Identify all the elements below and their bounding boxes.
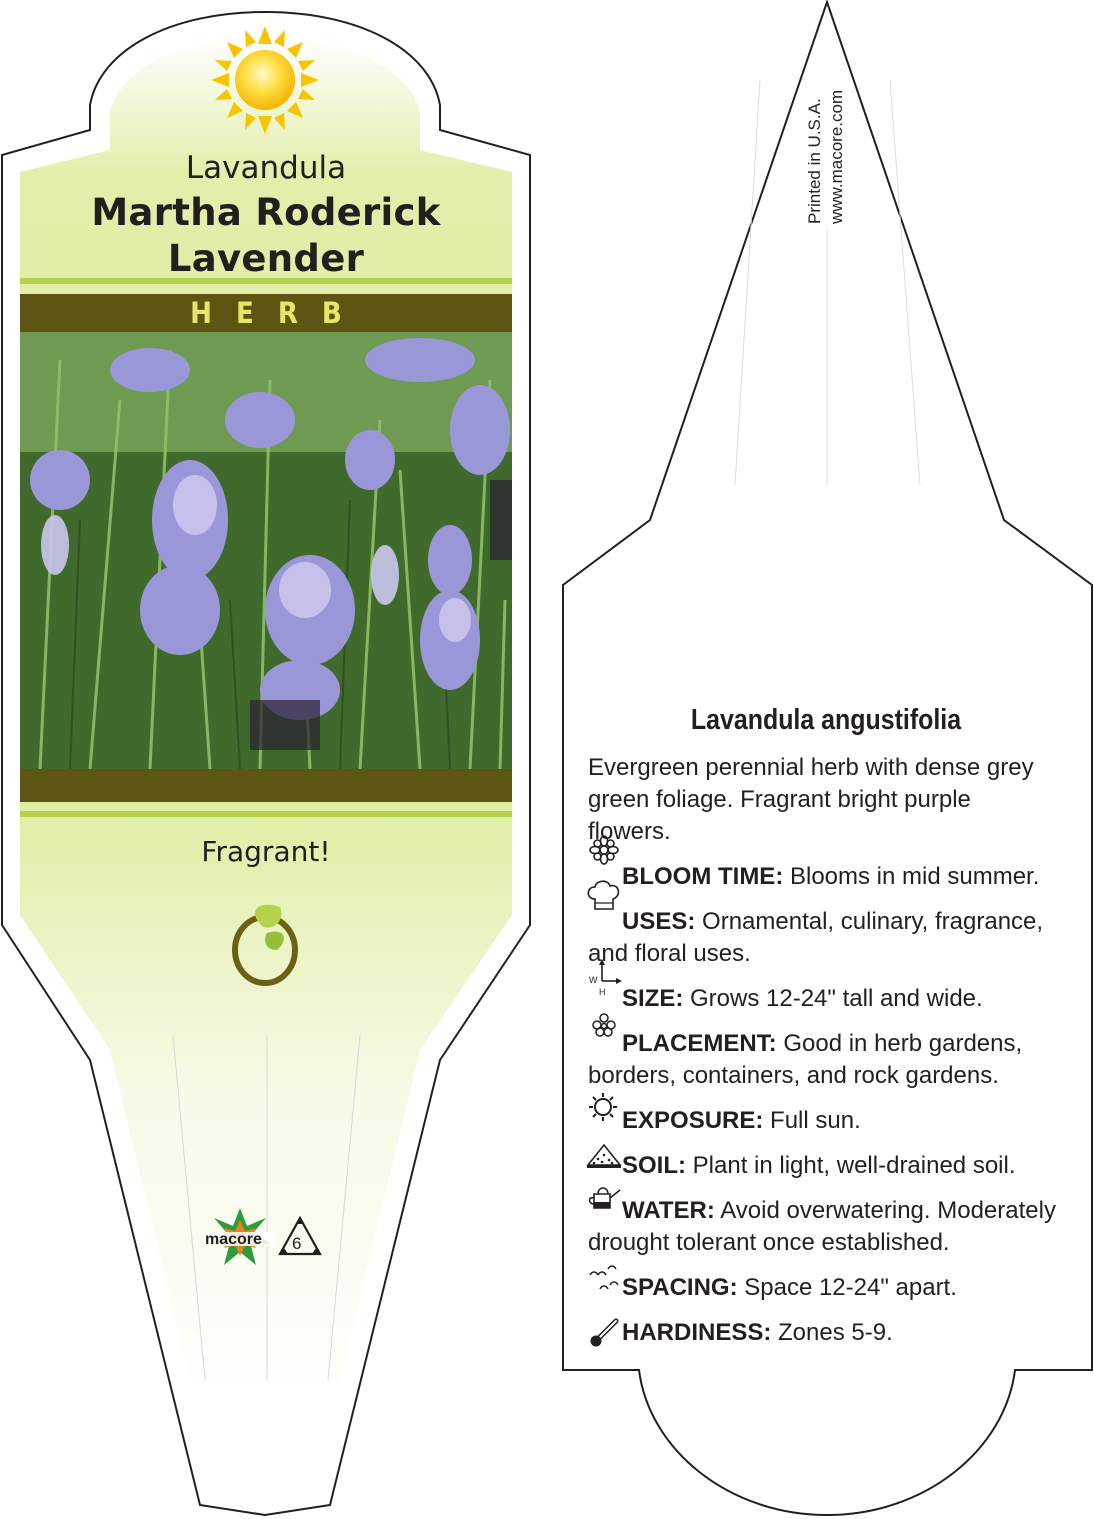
attr-placement xyxy=(588,1028,1058,1092)
sun-icon xyxy=(211,26,319,134)
attr-label: BLOOM TIME: xyxy=(622,863,784,890)
front-common-name xyxy=(20,190,512,282)
description: Evergreen perennial herb with dense grey green foliage. Fragrant bright purple flowers. xyxy=(588,754,1034,845)
care-info xyxy=(588,752,1058,1349)
printed-in: Printed in U.S.A. xyxy=(805,98,824,224)
attr-label: SIZE: xyxy=(622,985,684,1012)
botanical-title: Lavandula angustifolia xyxy=(690,704,962,736)
attr-spacing xyxy=(588,1272,1058,1304)
attr-hardiness xyxy=(588,1317,1058,1349)
attr-label: EXPOSURE: xyxy=(622,1107,764,1134)
attr-label: HARDINESS: xyxy=(622,1319,772,1346)
attr-label: SPACING: xyxy=(622,1274,738,1301)
attr-value: Blooms in mid summer. xyxy=(789,863,1040,890)
attr-exposure xyxy=(588,1105,1058,1137)
attr-value: Good in herb gardens, borders, containers, and rock gardens. xyxy=(588,1030,1023,1089)
bottom-band xyxy=(20,769,512,802)
attr-label: USES: xyxy=(622,908,696,935)
attr-label: SOIL: xyxy=(622,1152,686,1179)
common-name-line-2: Lavender xyxy=(167,237,365,280)
lavender-photo xyxy=(20,332,512,769)
attr-value: Plant in light, well-drained soil. xyxy=(692,1152,1016,1179)
attr-soil xyxy=(588,1150,1058,1182)
attr-value: Avoid overwatering. Moderately drought tolerant once established. xyxy=(588,1197,1056,1256)
attr-value: Grows 12-24" tall and wide. xyxy=(690,985,983,1012)
svg-text:W: W xyxy=(589,975,598,985)
attr-bloom-time xyxy=(588,861,1058,893)
attr-value: Zones 5-9. xyxy=(778,1319,893,1346)
attr-value: Full sun. xyxy=(770,1107,861,1134)
attr-label: PLACEMENT: xyxy=(622,1030,777,1057)
website: www.macore.com xyxy=(827,89,846,224)
attr-uses xyxy=(588,906,1058,970)
attr-value: Ornamental, culinary, fragrance, and floral uses. xyxy=(588,908,1044,967)
attr-water xyxy=(588,1195,1058,1259)
tagline: Fragrant! xyxy=(201,835,331,868)
category-band: HERB xyxy=(20,294,512,332)
attr-value: Space 12-24" apart. xyxy=(744,1274,957,1301)
recycle-code: 6 xyxy=(292,1234,302,1253)
printed-info xyxy=(805,54,845,234)
svg-text:H: H xyxy=(599,987,606,997)
attr-label: WATER: xyxy=(622,1197,715,1224)
front-genus: Lavandula xyxy=(185,150,347,186)
common-name-line-1: Martha Roderick xyxy=(91,191,441,234)
attr-size xyxy=(588,983,1058,1015)
brand-name: macore xyxy=(205,1231,262,1248)
